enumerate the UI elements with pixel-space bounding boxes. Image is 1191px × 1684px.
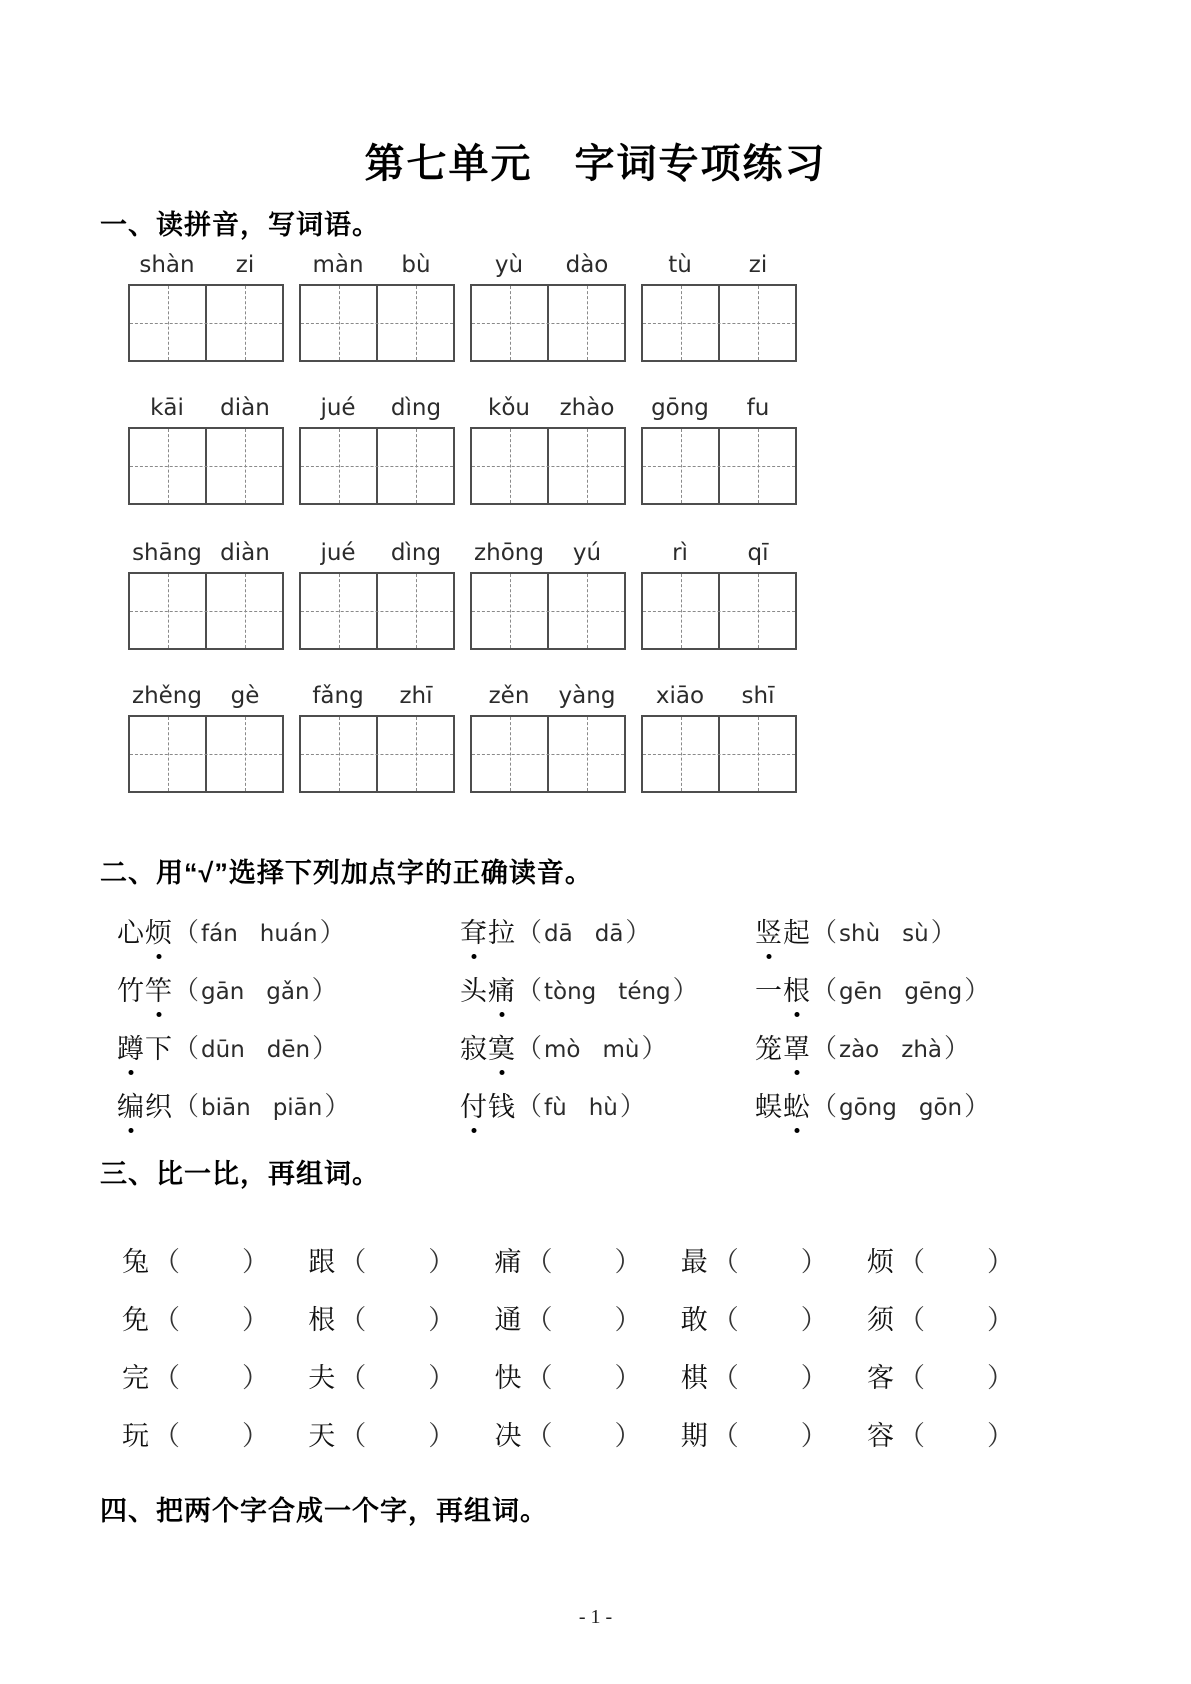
pinyin-options	[811, 1028, 970, 1065]
pinyin-label-pair	[299, 681, 455, 713]
pinyin-labels	[128, 250, 797, 282]
pinyin-syllable: yú	[572, 540, 602, 566]
compare-word-cell	[122, 1414, 269, 1453]
pinyin-options	[173, 970, 338, 1007]
pinyin-label-pair	[470, 250, 626, 282]
base-character: 通	[494, 1304, 522, 1335]
open-paren: （	[153, 1246, 180, 1277]
pinyin-option-1: gān	[201, 978, 245, 1005]
base-character: 天	[308, 1420, 336, 1451]
compare-word-cell	[122, 1298, 269, 1337]
open-paren: （	[811, 1091, 838, 1121]
pinyin-syllable: diàn	[220, 395, 270, 421]
pronunciation-item	[755, 959, 1097, 1017]
writing-grid-row	[128, 572, 797, 650]
target-word: 竹竿	[117, 969, 173, 1008]
pinyin-row	[128, 538, 797, 650]
pinyin-syllable: dào	[565, 252, 609, 278]
close-paren: ）	[987, 1304, 1014, 1335]
base-character: 最	[680, 1246, 708, 1277]
dotted-character: 编	[117, 1085, 145, 1124]
section-2-heading: 二、用“√”选择下列加点字的正确读音。	[100, 858, 593, 888]
pinyin-label-pair	[641, 393, 797, 425]
section-4-heading: 四、把两个字合成一个字，再组词。	[100, 1496, 548, 1526]
close-paren: ）	[614, 1246, 642, 1277]
pinyin-syllable: shàn	[139, 252, 195, 278]
pinyin-options	[516, 1086, 646, 1123]
dotted-character: 烦	[145, 911, 173, 950]
open-paren: （	[173, 1033, 200, 1063]
close-paren: ）	[964, 975, 991, 1005]
open-paren: （	[711, 1246, 739, 1277]
open-paren: （	[153, 1304, 180, 1335]
pronunciation-item	[755, 1075, 1097, 1133]
base-character: 夫	[308, 1362, 336, 1393]
dashed-guide-line	[643, 466, 795, 467]
pinyin-option-1: dā	[544, 920, 573, 947]
pinyin-syllable: zhào	[559, 395, 615, 421]
compare-word-cell	[495, 1298, 642, 1337]
base-character: 决	[494, 1420, 522, 1451]
open-paren: （	[173, 975, 200, 1005]
pinyin-syllable: diàn	[220, 540, 270, 566]
pronunciation-item	[117, 1017, 460, 1075]
writing-grid-box	[299, 715, 455, 793]
pinyin-syllable: jué	[320, 540, 356, 566]
pinyin-syllable: màn	[312, 252, 364, 278]
target-word: 一根	[755, 969, 811, 1008]
close-paren: ）	[800, 1304, 828, 1335]
pinyin-label-pair	[641, 250, 797, 282]
dotted-character: 蹲	[117, 1027, 145, 1066]
compare-word-cell	[122, 1240, 269, 1279]
section-1-heading: 一、读拼音，写词语。	[100, 210, 380, 240]
pinyin-label-pair	[128, 681, 284, 713]
pinyin-option-1: tòng	[544, 978, 597, 1005]
target-word: 蹲下	[117, 1027, 173, 1066]
compare-word-cell	[681, 1298, 828, 1337]
pinyin-option-2: sù	[902, 920, 929, 947]
pinyin-option-2: hù	[588, 1094, 618, 1121]
pinyin-options	[811, 970, 990, 1007]
pinyin-label-pair	[299, 250, 455, 282]
writing-grid-box	[128, 715, 284, 793]
dotted-character: 付	[460, 1085, 488, 1124]
compare-words-grid	[122, 1230, 1014, 1462]
close-paren: ）	[242, 1304, 269, 1335]
pinyin-syllable: gè	[230, 683, 260, 709]
close-paren: ）	[800, 1362, 828, 1393]
compare-word-cell	[308, 1240, 455, 1279]
pinyin-option-2: zhà	[901, 1036, 943, 1063]
close-paren: ）	[242, 1246, 269, 1277]
pinyin-label-pair	[128, 393, 284, 425]
target-word: 耷拉	[460, 911, 516, 950]
pinyin-syllable: dìng	[390, 395, 442, 421]
pinyin-syllable: zhī	[399, 683, 433, 709]
dotted-character: 蚣	[783, 1085, 811, 1124]
writing-grid-box	[641, 715, 797, 793]
pronunciation-item	[117, 1075, 460, 1133]
pinyin-label-pair	[470, 393, 626, 425]
target-word: 笼罩	[755, 1027, 811, 1066]
dashed-guide-line	[130, 754, 282, 755]
compare-words-row	[122, 1346, 1014, 1404]
pronunciation-items-grid	[117, 901, 1097, 1133]
open-paren: （	[516, 917, 543, 947]
pinyin-option-1: shù	[839, 920, 881, 947]
compare-word-cell	[495, 1240, 642, 1279]
open-paren: （	[898, 1304, 925, 1335]
dashed-guide-line	[472, 323, 624, 324]
pronunciation-item	[117, 959, 460, 1017]
open-paren: （	[525, 1246, 553, 1277]
section-3-heading: 三、比一比，再组词。	[100, 1159, 380, 1189]
open-paren: （	[811, 917, 838, 947]
pinyin-option-2: dēn	[266, 1036, 311, 1063]
pinyin-syllable: kāi	[150, 395, 184, 421]
writing-grid-box	[641, 284, 797, 362]
pinyin-syllable: shī	[741, 683, 775, 709]
pinyin-option-1: dūn	[201, 1036, 245, 1063]
compare-words-row	[122, 1230, 1014, 1288]
pinyin-options	[516, 970, 699, 1007]
writing-grid-box	[128, 284, 284, 362]
pinyin-syllable: bù	[401, 252, 431, 278]
compare-word-cell	[495, 1414, 642, 1453]
base-character: 根	[308, 1304, 336, 1335]
close-paren: ）	[614, 1362, 642, 1393]
pinyin-option-1: fù	[544, 1094, 567, 1121]
compare-word-cell	[308, 1356, 455, 1395]
pinyin-label-pair	[128, 250, 284, 282]
writing-grid-box	[299, 572, 455, 650]
compare-word-cell	[867, 1298, 1014, 1337]
target-word: 付钱	[460, 1085, 516, 1124]
base-character: 期	[680, 1420, 708, 1451]
dashed-guide-line	[301, 466, 453, 467]
close-paren: ）	[311, 975, 338, 1005]
open-paren: （	[898, 1420, 925, 1451]
writing-grid-box	[470, 715, 626, 793]
writing-grid-row	[128, 284, 797, 362]
pinyin-labels	[128, 681, 797, 713]
dotted-character: 耷	[460, 911, 488, 950]
open-paren: （	[898, 1362, 925, 1393]
close-paren: ）	[800, 1420, 828, 1451]
page-title: 第七单元 字词专项练习	[364, 142, 827, 186]
pinyin-syllable: fu	[746, 395, 770, 421]
pinyin-option-2: téng	[618, 978, 671, 1005]
writing-grid-box	[470, 284, 626, 362]
pinyin-option-2: gēng	[904, 978, 963, 1005]
compare-words-row	[122, 1404, 1014, 1462]
open-paren: （	[525, 1362, 553, 1393]
page-number: - 1 -	[578, 1606, 613, 1628]
pinyin-label-pair	[470, 538, 626, 570]
target-word: 头痛	[460, 969, 516, 1008]
open-paren: （	[811, 975, 838, 1005]
close-paren: ）	[428, 1246, 456, 1277]
base-character: 敢	[680, 1304, 708, 1335]
writing-grid-box	[299, 427, 455, 505]
open-paren: （	[173, 1091, 200, 1121]
writing-grid-box	[128, 572, 284, 650]
base-character: 快	[494, 1362, 522, 1393]
dotted-character: 竿	[145, 969, 173, 1008]
close-paren: ）	[944, 1033, 971, 1063]
base-character: 客	[867, 1362, 894, 1393]
pinyin-label-pair	[128, 538, 284, 570]
close-paren: ）	[987, 1420, 1014, 1451]
compare-word-cell	[681, 1240, 828, 1279]
pinyin-options	[811, 912, 957, 949]
close-paren: ）	[964, 1091, 991, 1121]
pinyin-option-2: piān	[272, 1094, 323, 1121]
pronunciation-item	[460, 1017, 755, 1075]
compare-word-cell	[867, 1356, 1014, 1395]
writing-grid-row	[128, 427, 797, 505]
dashed-guide-line	[301, 611, 453, 612]
target-word: 编织	[117, 1085, 173, 1124]
pinyin-syllable: zěn	[488, 683, 530, 709]
compare-word-cell	[308, 1414, 455, 1453]
dotted-character: 根	[783, 969, 811, 1008]
pinyin-option-2: gōn	[918, 1094, 963, 1121]
close-paren: ）	[641, 1033, 668, 1063]
pronunciation-item	[755, 901, 1097, 959]
pinyin-option-1: gēn	[839, 978, 883, 1005]
base-character: 须	[867, 1304, 894, 1335]
pinyin-row	[128, 681, 797, 793]
pinyin-label-pair	[299, 538, 455, 570]
open-paren: （	[516, 975, 543, 1005]
open-paren: （	[339, 1304, 367, 1335]
open-paren: （	[153, 1420, 180, 1451]
close-paren: ）	[242, 1362, 269, 1393]
dashed-guide-line	[472, 611, 624, 612]
pinyin-options	[811, 1086, 990, 1123]
open-paren: （	[153, 1362, 180, 1393]
writing-grid-row	[128, 715, 797, 793]
close-paren: ）	[614, 1420, 642, 1451]
dotted-character: 寞	[488, 1027, 516, 1066]
open-paren: （	[339, 1362, 367, 1393]
base-character: 烦	[867, 1246, 894, 1277]
pinyin-syllable: yàng	[558, 683, 616, 709]
close-paren: ）	[319, 917, 346, 947]
close-paren: ）	[930, 917, 957, 947]
target-word: 蜈蚣	[755, 1085, 811, 1124]
pinyin-option-1: fán	[201, 920, 238, 947]
compare-word-cell	[867, 1240, 1014, 1279]
pinyin-options	[173, 1086, 350, 1123]
close-paren: ）	[619, 1091, 646, 1121]
pinyin-syllable: dìng	[390, 540, 442, 566]
pinyin-syllable: xiāo	[655, 683, 705, 709]
writing-grid-box	[641, 427, 797, 505]
open-paren: （	[525, 1304, 553, 1335]
pinyin-option-1: mò	[544, 1036, 581, 1063]
open-paren: （	[516, 1091, 543, 1121]
pinyin-label-pair	[470, 681, 626, 713]
dashed-guide-line	[301, 754, 453, 755]
base-character: 跟	[308, 1246, 336, 1277]
writing-grid-box	[128, 427, 284, 505]
compare-word-cell	[867, 1414, 1014, 1453]
pinyin-syllable: rì	[672, 540, 688, 566]
pinyin-labels	[128, 393, 797, 425]
pronunciation-item	[117, 901, 460, 959]
base-character: 痛	[494, 1246, 522, 1277]
compare-word-cell	[122, 1356, 269, 1395]
compare-word-cell	[681, 1356, 828, 1395]
close-paren: ）	[324, 1091, 351, 1121]
close-paren: ）	[242, 1420, 269, 1451]
compare-words-row	[122, 1288, 1014, 1346]
dashed-guide-line	[643, 323, 795, 324]
close-paren: ）	[625, 917, 652, 947]
open-paren: （	[339, 1420, 367, 1451]
dashed-guide-line	[472, 466, 624, 467]
pinyin-syllable: tù	[668, 252, 692, 278]
pinyin-option-1: zào	[839, 1036, 880, 1063]
close-paren: ）	[672, 975, 699, 1005]
pronunciation-item	[460, 959, 755, 1017]
target-word: 寂寞	[460, 1027, 516, 1066]
pronunciation-item	[460, 901, 755, 959]
dashed-guide-line	[643, 754, 795, 755]
compare-word-cell	[308, 1298, 455, 1337]
pinyin-option-2: dā	[594, 920, 624, 947]
open-paren: （	[339, 1246, 367, 1277]
pinyin-options	[516, 912, 651, 949]
writing-grid-box	[641, 572, 797, 650]
base-character: 免	[122, 1304, 149, 1335]
close-paren: ）	[428, 1304, 456, 1335]
pinyin-syllable: gōng	[651, 395, 709, 421]
dotted-character: 痛	[488, 969, 516, 1008]
pinyin-syllable: yù	[494, 252, 524, 278]
pinyin-syllable: jué	[320, 395, 356, 421]
dashed-guide-line	[130, 466, 282, 467]
close-paren: ）	[800, 1246, 828, 1277]
pinyin-syllable: fǎng	[312, 683, 364, 709]
dashed-guide-line	[301, 323, 453, 324]
pinyin-label-pair	[641, 538, 797, 570]
target-word: 竖起	[755, 911, 811, 950]
pinyin-syllable: zhōng	[474, 540, 544, 566]
open-paren: （	[525, 1420, 553, 1451]
pinyin-syllable: zi	[235, 252, 255, 278]
close-paren: ）	[987, 1246, 1014, 1277]
pinyin-syllable: zi	[748, 252, 768, 278]
dashed-guide-line	[130, 323, 282, 324]
pinyin-options	[173, 1028, 338, 1065]
pinyin-option-2: mù	[602, 1036, 640, 1063]
base-character: 兔	[122, 1246, 149, 1277]
pronunciation-item	[755, 1017, 1097, 1075]
pinyin-labels	[128, 538, 797, 570]
pinyin-syllable: qī	[747, 540, 769, 566]
pinyin-syllable: kǒu	[488, 395, 530, 421]
target-word: 心烦	[117, 911, 173, 950]
pinyin-row	[128, 250, 797, 362]
pinyin-option-1: gōng	[839, 1094, 897, 1121]
pinyin-option-1: biān	[201, 1094, 251, 1121]
dotted-character: 罩	[783, 1027, 811, 1066]
base-character: 玩	[122, 1420, 149, 1451]
pinyin-option-2: huán	[259, 920, 318, 947]
writing-grid-box	[470, 427, 626, 505]
pinyin-label-pair	[641, 681, 797, 713]
open-paren: （	[811, 1033, 838, 1063]
dashed-guide-line	[472, 754, 624, 755]
open-paren: （	[173, 917, 200, 947]
close-paren: ）	[614, 1304, 642, 1335]
pinyin-options	[516, 1028, 668, 1065]
pinyin-syllable: zhěng	[132, 683, 202, 709]
open-paren: （	[711, 1420, 739, 1451]
dashed-guide-line	[130, 611, 282, 612]
open-paren: （	[711, 1304, 739, 1335]
dashed-guide-line	[643, 611, 795, 612]
pinyin-syllable: shāng	[132, 540, 202, 566]
pinyin-row	[128, 393, 797, 505]
open-paren: （	[711, 1362, 739, 1393]
pronunciation-item	[460, 1075, 755, 1133]
base-character: 完	[122, 1362, 149, 1393]
writing-grid-box	[299, 284, 455, 362]
pinyin-options	[173, 912, 346, 949]
dotted-character: 竖	[755, 911, 783, 950]
base-character: 容	[867, 1420, 894, 1451]
compare-word-cell	[681, 1414, 828, 1453]
open-paren: （	[898, 1246, 925, 1277]
close-paren: ）	[312, 1033, 339, 1063]
pinyin-label-pair	[299, 393, 455, 425]
close-paren: ）	[987, 1362, 1014, 1393]
close-paren: ）	[428, 1420, 456, 1451]
pinyin-option-2: gǎn	[266, 978, 310, 1005]
writing-grid-box	[470, 572, 626, 650]
close-paren: ）	[428, 1362, 456, 1393]
compare-word-cell	[495, 1356, 642, 1395]
open-paren: （	[516, 1033, 543, 1063]
base-character: 棋	[680, 1362, 708, 1393]
